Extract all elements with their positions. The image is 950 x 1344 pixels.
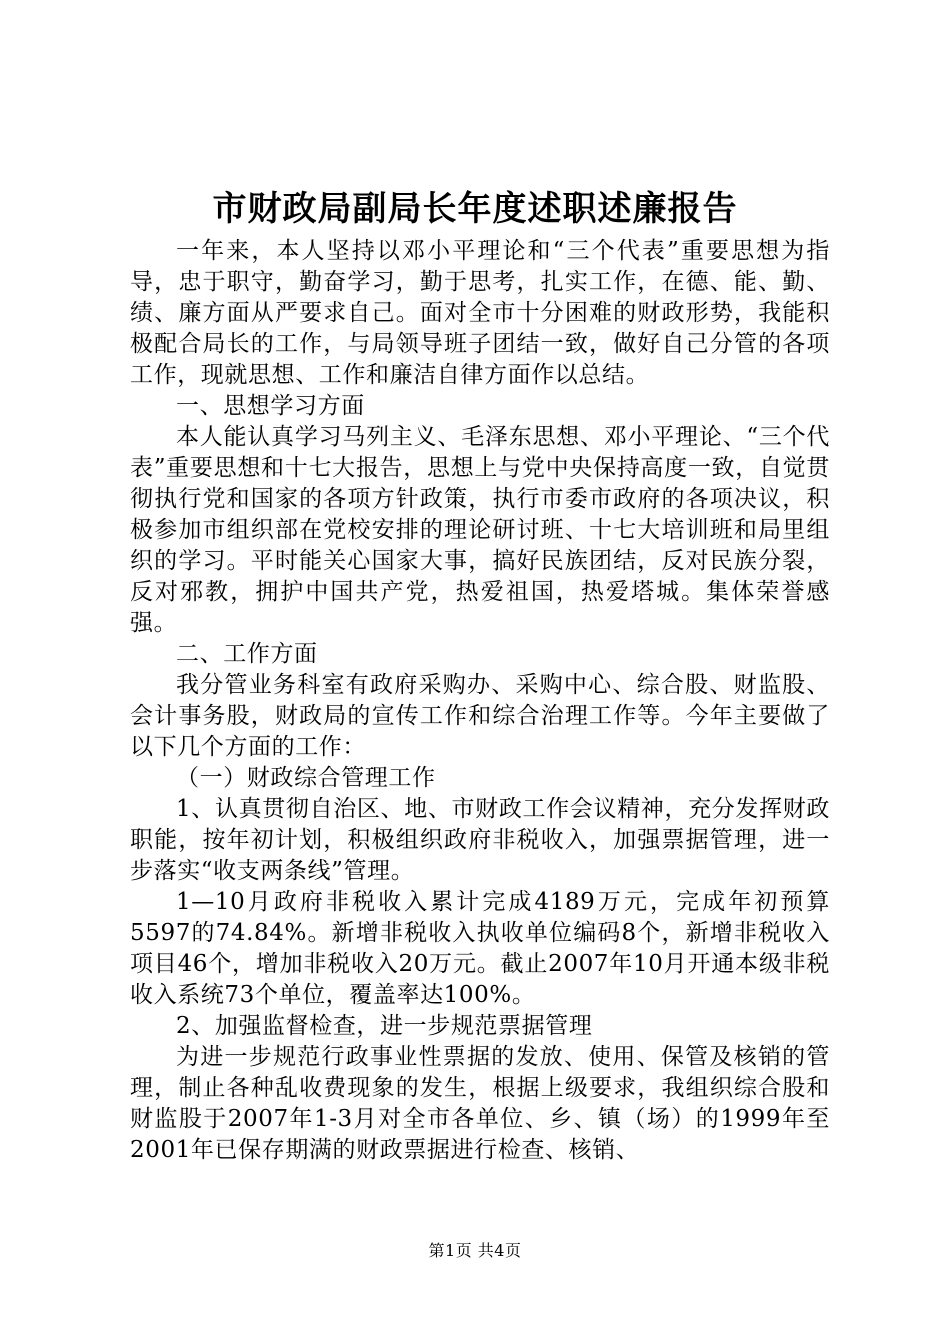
- subsection-heading-finance: （一）财政综合管理工作: [176, 765, 436, 791]
- document-body: [130, 236, 830, 1166]
- paragraph-revenue-stats: 1—10月政府非税收入累计完成4189万元，完成年初预算5597的74.84%。新增非税收入执收单位编码8个，新增非税收入项目46个，增加非税收入20万元。截止2007年10月开通本级非税收入系统73个单位，覆盖率达100%。: [130, 889, 830, 1008]
- item-heading-2: 2、加强监督检查，进一步规范票据管理: [176, 1013, 593, 1039]
- paragraph-thought: 本人能认真学习马列主义、毛泽东思想、邓小平理论、“三个代表”重要思想和十七大报告，思想上与党中央保持高度一致，自觉贯彻执行党和国家的各项方针政策，执行市委市政府的各项决议，积极参加市组织部在党校安排的理论研讨班、十七大培训班和局里组织的学习。平时能关心国家大事，搞好民族团结，反对民族分裂，反对邪教，拥护中国共产党，热爱祖国，热爱塔城。集体荣誉感强。: [130, 424, 830, 636]
- paragraph-work-scope: 我分管业务科室有政府采购办、采购中心、综合股、财监股、会计事务股，财政局的宣传工作和综合治理工作等。今年主要做了以下几个方面的工作：: [130, 672, 830, 760]
- section-heading-work: 二、工作方面: [176, 641, 318, 667]
- paragraph-receipt-check: 为进一步规范行政事业性票据的发放、使用、保管及核销的管理，制止各种乱收费现象的发生，根据上级要求，我组织综合股和财监股于2007年1-3月对全市各单位、乡、镇（场）的1999年至2001年已保存期满的财政票据进行检查、核销、: [130, 1044, 830, 1163]
- paragraph-item-1: 1、认真贯彻自治区、地、市财政工作会议精神，充分发挥财政职能，按年初计划，积极组织政府非税收入，加强票据管理，进一步落实“收支两条线”管理。: [130, 796, 830, 884]
- page-number-footer: 第1页 共4页: [428, 1241, 522, 1260]
- paragraph-intro: 一年来，本人坚持以邓小平理论和“三个代表”重要思想为指导，忠于职守，勤奋学习，勤于思考，扎实工作，在德、能、勤、绩、廉方面从严要求自己。面对全市十分困难的财政形势，我能积极配合局长的工作，与局领导班子团结一致，做好自己分管的各项工作，现就思想、工作和廉洁自律方面作以总结。: [130, 238, 830, 388]
- document-title: 市财政局副局长年度述职述廉报告: [212, 189, 738, 229]
- section-heading-thought: 一、思想学习方面: [176, 393, 365, 419]
